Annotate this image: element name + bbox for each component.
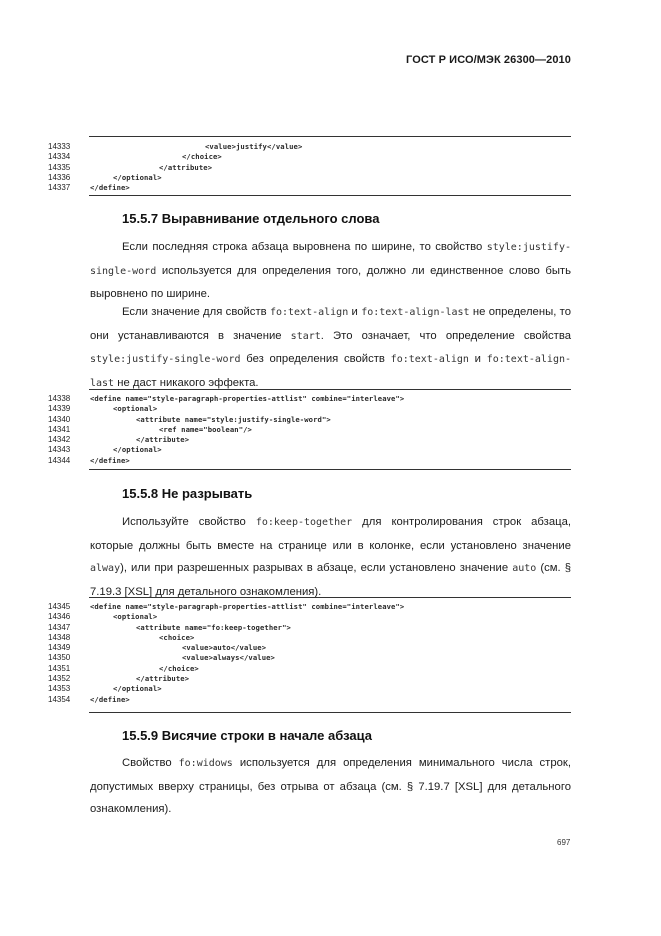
line-number: 14343 bbox=[48, 445, 71, 455]
line-number: 14336 bbox=[48, 172, 71, 182]
line-number: 14339 bbox=[48, 404, 71, 414]
code-text: <attribute name="fo:keep-together"> bbox=[136, 622, 291, 632]
line-number: 14334 bbox=[48, 152, 71, 162]
code-style-justify-single-word: style:justify-single-word bbox=[90, 242, 571, 277]
code-block-rule-bottom bbox=[89, 195, 571, 196]
code-line bbox=[40, 394, 580, 404]
code-line bbox=[40, 653, 580, 663]
code-line bbox=[40, 456, 580, 466]
code-text: <choice> bbox=[159, 632, 195, 642]
code-text: <attribute name="style:justify-single-word"> bbox=[136, 414, 331, 424]
code-text: </optional> bbox=[113, 445, 162, 455]
code-text: </attribute> bbox=[159, 162, 213, 172]
line-number: 14345 bbox=[48, 602, 71, 611]
line-number: 14340 bbox=[48, 414, 71, 424]
code-text: </choice> bbox=[159, 663, 199, 673]
line-number: 14342 bbox=[48, 435, 71, 445]
code-block-rule-bottom bbox=[89, 712, 571, 713]
code-text: </choice> bbox=[182, 152, 222, 162]
section-heading-15-5-8: 15.5.8 Не разрывать bbox=[122, 486, 253, 501]
code-line bbox=[40, 445, 580, 455]
code-line bbox=[40, 425, 580, 435]
line-number: 14348 bbox=[48, 632, 71, 642]
document-code-header: ГОСТ Р ИСО/МЭК 26300—2010 bbox=[406, 54, 571, 66]
code-text: <value>auto</value> bbox=[182, 643, 267, 653]
code-block-1 bbox=[40, 142, 580, 193]
code-line bbox=[40, 152, 580, 162]
section-heading-15-5-9: 15.5.9 Висячие строки в начале абзаца bbox=[122, 728, 372, 743]
code-line bbox=[40, 173, 580, 183]
code-block-rule-top bbox=[89, 597, 571, 598]
code-text: <optional> bbox=[113, 612, 158, 622]
code-text: <ref name="boolean"/> bbox=[159, 424, 252, 434]
paragraph-15-5-8-1: Используйте свойство fo:keep-together для контролирования строк абзаца, которые должны быть вместе на странице или в колонке, если установлено значение alway), или при разрешенных разрывах в абзаце, если установлено значение auto (см. § 7.19.3 [XSL] для детального ознакомления). bbox=[90, 516, 571, 599]
code-line bbox=[40, 142, 580, 152]
code-block-2 bbox=[40, 394, 580, 466]
line-number: 14347 bbox=[48, 622, 71, 632]
code-line bbox=[40, 612, 580, 622]
code-text: </optional> bbox=[113, 684, 162, 694]
code-block-rule-bottom bbox=[89, 469, 571, 470]
line-number: 14346 bbox=[48, 612, 71, 622]
code-text: <define name="style-paragraph-properties-attlist" combine="interleave"> bbox=[90, 602, 405, 611]
code-text: <value>always</value> bbox=[182, 653, 275, 663]
code-line bbox=[40, 674, 580, 684]
code-text: </attribute> bbox=[136, 435, 190, 445]
code-line bbox=[40, 664, 580, 674]
code-text: </define> bbox=[90, 455, 130, 465]
line-number: 14354 bbox=[48, 694, 71, 704]
code-block-3 bbox=[40, 602, 580, 705]
line-number: 14344 bbox=[48, 455, 71, 465]
code-text: </attribute> bbox=[136, 674, 190, 684]
code-block-rule-top bbox=[89, 389, 571, 390]
code-line bbox=[40, 633, 580, 643]
line-number: 14353 bbox=[48, 684, 71, 694]
code-text: <optional> bbox=[113, 404, 158, 414]
line-number: 14341 bbox=[48, 424, 71, 434]
line-number: 14338 bbox=[48, 394, 71, 403]
code-text: </define> bbox=[90, 183, 130, 193]
code-line bbox=[40, 163, 580, 173]
line-number: 14350 bbox=[48, 653, 71, 663]
paragraph-15-5-9-1: Свойство fo:widows используется для определения минимального числа строк, допустимых вверху страницы, без отрыва от абзаца (см. § 7.19.7 [XSL] для детального ознакомления). bbox=[90, 757, 571, 816]
line-number: 14337 bbox=[48, 183, 71, 193]
page-number: 697 bbox=[557, 838, 571, 847]
line-number: 14351 bbox=[48, 663, 71, 673]
paragraph-15-5-7-1: Если последняя строка абзаца выровнена по ширине, то свойство style:justify-single-word используется для определения того, должно ли единственное слово быть выровнено по ширине. bbox=[90, 241, 571, 301]
code-line bbox=[40, 684, 580, 694]
code-line bbox=[40, 602, 580, 612]
code-line bbox=[40, 415, 580, 425]
code-line bbox=[40, 183, 580, 193]
code-block-rule-top bbox=[89, 136, 571, 137]
code-line bbox=[40, 623, 580, 633]
code-line bbox=[40, 404, 580, 414]
code-text: </optional> bbox=[113, 172, 162, 182]
paragraph-15-5-7-2: Если значение для свойств fo:text-align и fo:text-align-last не определены, то они устанавливаются в значение start. Это означает, что определение свойства style:justify-single-word без определения свойств fo:text-align и fo:text-align-last не даст никакого эффекта. bbox=[90, 306, 572, 390]
code-line bbox=[40, 435, 580, 445]
line-number: 14352 bbox=[48, 674, 71, 684]
line-number: 14335 bbox=[48, 162, 71, 172]
code-line bbox=[40, 695, 580, 705]
code-text: <value>justify</value> bbox=[205, 142, 303, 151]
code-text: <define name="style-paragraph-properties-attlist" combine="interleave"> bbox=[90, 394, 405, 403]
section-heading-15-5-7: 15.5.7 Выравнивание отдельного слова bbox=[122, 211, 380, 226]
code-line bbox=[40, 643, 580, 653]
line-number: 14333 bbox=[48, 142, 71, 151]
code-text: </define> bbox=[90, 694, 130, 704]
line-number: 14349 bbox=[48, 643, 71, 653]
